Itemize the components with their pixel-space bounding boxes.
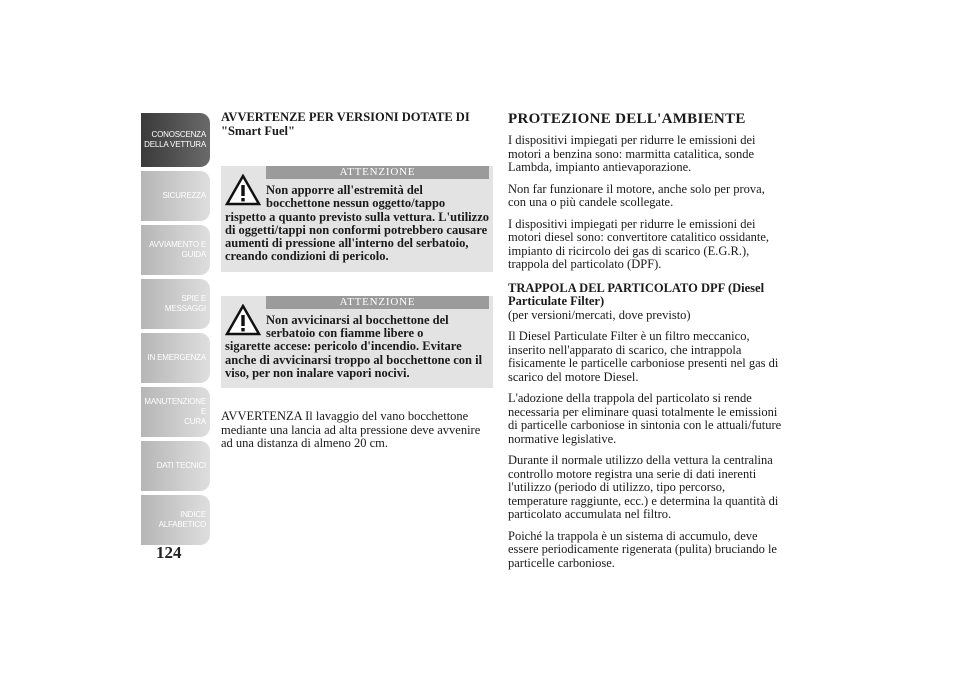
chapter-sidebar [141, 113, 210, 549]
paragraph: I dispositivi impiegati per ridurre le emissioni dei motori a benzina sono: marmitta catalitica, sonde Lambda, impianto antievaporazione. [508, 133, 756, 174]
tab-in-emergenza[interactable] [141, 333, 210, 383]
note-text: Il lavaggio del vano bocchettone mediante una lancia ad alta pressione deve avvenire ad una distanza di almeno 20 cm. [221, 409, 481, 451]
tab-spie-e-messaggi[interactable] [141, 279, 210, 329]
warning-triangle-icon [225, 174, 261, 206]
warning-box [221, 296, 493, 388]
paragraph: L'adozione della trappola del particolato si rende necessaria per eliminare quasi totalmente le emissioni di particelle carboniose in sintonia con le attuali/future normative legislative. [508, 391, 782, 446]
tab-label: AVVIAMENTO E GUIDA [149, 240, 206, 259]
paragraph: Durante il normale utilizzo della vettura la centralina controllo motore registra una serie di dati inerenti l'utilizzo (periodo di utilizzo, tipo percorso, temperature raggiunte, ecc.) e determina la quantità di particolato accumulata nel filtro. [508, 453, 779, 521]
tab-label: CONOSCENZA DELLA VETTURA [144, 130, 206, 149]
dpf-availability-note: (per versioni/mercati, dove previsto) [508, 307, 691, 322]
tab-label: IN EMERGENZA [147, 353, 206, 362]
left-column [221, 111, 493, 459]
tab-conoscenza-della-vettura[interactable] [141, 113, 210, 167]
warning-triangle-icon [225, 304, 261, 336]
warning-title: ATTENZIONE [266, 296, 489, 309]
warning-text-first: Non avvicinarsi al bocchettone del serbatoio con fiamme libere o [266, 312, 449, 341]
tab-sicurezza[interactable] [141, 171, 210, 221]
tab-indice-alfabetico[interactable] [141, 495, 210, 545]
tab-label: MANUTENZIONE E CURA [144, 397, 206, 426]
section-title: PROTEZIONE DELL'AMBIENTE [508, 111, 746, 127]
warning-title: ATTENZIONE [266, 166, 489, 179]
page-number: 124 [156, 543, 182, 562]
tab-label: SICUREZZA [162, 191, 206, 200]
dpf-heading: TRAPPOLA DEL PARTICOLATO DPF (Diesel Particulate Filter) [508, 280, 765, 308]
tab-dati-tecnici[interactable] [141, 441, 210, 491]
tab-label: SPIE E MESSAGGI [164, 294, 206, 313]
warning-text [225, 179, 489, 264]
paragraph: I dispositivi impiegati per ridurre le emissioni dei motori diesel sono: convertitore catalitico ossidante, impianto di ricircolo dei gas di scarico (E.G.R.), trappola del particolato (DPF). [508, 216, 770, 271]
paragraph: Il Diesel Particulate Filter è un filtro meccanico, inserito nell'apparato di scarico, che intrappola fisicamente le particelle carboniose presenti nel gas di scarico del motore Diesel. [508, 329, 779, 384]
washing-note [221, 410, 493, 451]
paragraph: Non far funzionare il motore, anche solo per prova, con una o più candele scollegate. [508, 181, 765, 209]
warning-text-rest: rispetto a quanto previsto sulla vettura. L'utilizzo di oggetti/tappi non conformi potrebbero causare aumenti di pressione all'interno del serbatoio, creando condizioni di pericolo. [225, 209, 490, 264]
note-label: AVVERTENZA [221, 409, 302, 424]
right-column [508, 111, 784, 578]
warning-text-first: Non apporre all'estremità del bocchettone nessun oggetto/tappo [266, 183, 446, 211]
warning-text-rest: sigarette accese: pericolo d'incendio. Evitare anche di avvicinarsi troppo al bocchettone con il viso, per non inalare vapori nocivi. [225, 339, 483, 380]
tab-label: INDICE ALFABETICO [158, 510, 206, 529]
tab-manutenzione-e-cura[interactable] [141, 387, 210, 437]
tab-label: DATI TECNICI [156, 461, 206, 470]
smart-fuel-heading: AVVERTENZE PER VERSIONI DOTATE DI "Smart Fuel" [221, 110, 470, 138]
paragraph: Poiché la trappola è un sistema di accumulo, deve essere periodicamente rigenerata (pulita) bruciando le particelle carboniose. [508, 528, 777, 570]
warning-box [221, 166, 493, 272]
tab-avviamento-e-guida[interactable] [141, 225, 210, 275]
warning-text [225, 309, 489, 380]
